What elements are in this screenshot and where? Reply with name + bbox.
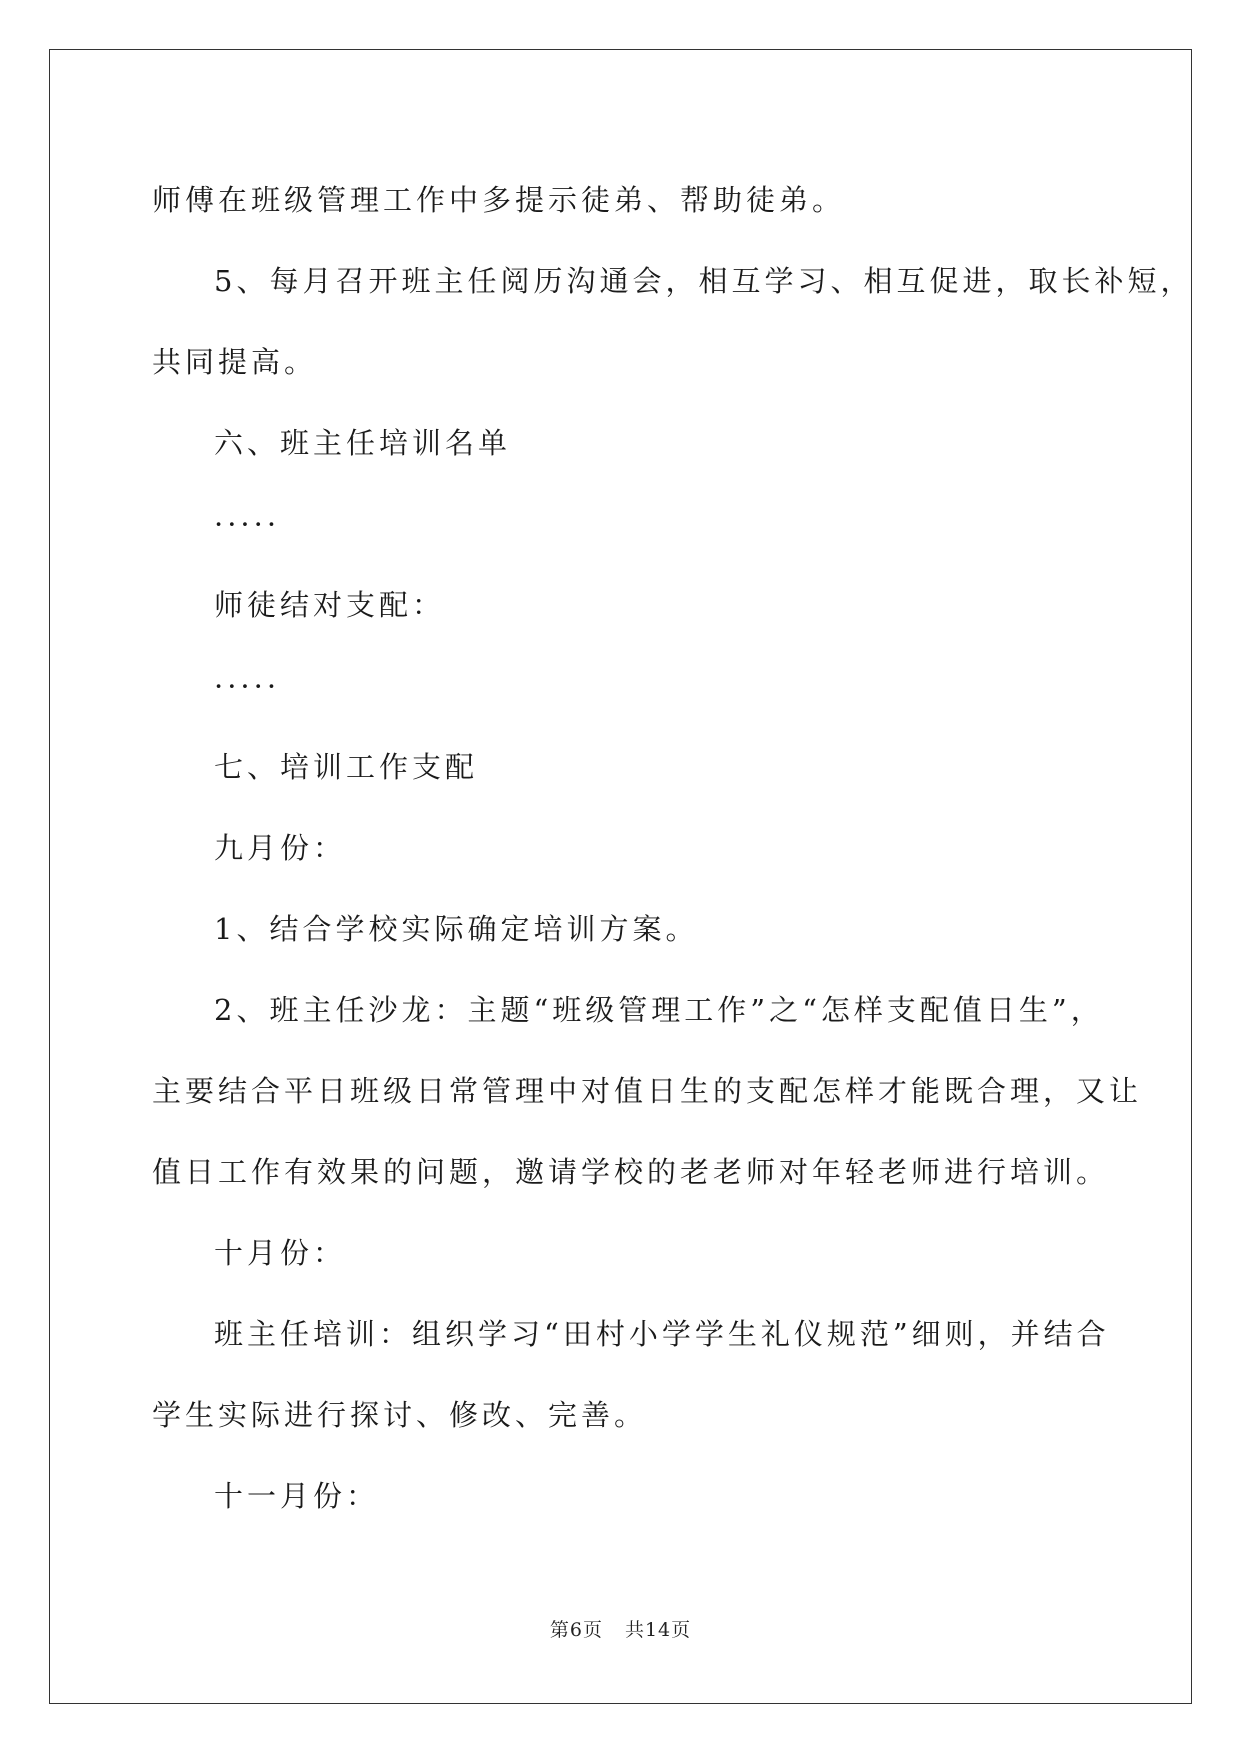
paragraph: 1、结合学校实际确定培训方案。	[214, 912, 699, 946]
paragraph: 主要结合平日班级日常管理中对值日生的支配怎样才能既合理，又让	[152, 1074, 1143, 1108]
page-number: 第6页	[549, 1619, 603, 1641]
month-heading: 十月份：	[214, 1236, 347, 1270]
ellipsis-line: ·····	[214, 507, 281, 541]
paragraph: 师徒结对支配：	[214, 588, 446, 622]
month-heading: 十一月份：	[214, 1479, 380, 1513]
section-heading: 七、培训工作支配	[214, 750, 479, 784]
page-total: 共14页	[624, 1619, 692, 1641]
paragraph: 5、每月召开班主任阅历沟通会，相互学习、相互促进，取长补短，	[214, 264, 1194, 298]
paragraph: 值日工作有效果的问题，邀请学校的老老师对年轻老师进行培训。	[152, 1155, 1110, 1189]
paragraph: 班主任培训：组织学习“田村小学学生礼仪规范”细则，并结合	[214, 1317, 1110, 1351]
paragraph: 师傅在班级管理工作中多提示徒弟、帮助徒弟。	[152, 183, 846, 217]
month-heading: 九月份：	[214, 831, 347, 865]
document-body	[152, 160, 1194, 1537]
paragraph: 2、班主任沙龙：主题“班级管理工作”之“怎样支配值日生”，	[214, 993, 1104, 1027]
section-heading: 六、班主任培训名单	[214, 426, 512, 460]
page-footer	[0, 1615, 1241, 1642]
paragraph: 共同提高。	[152, 345, 318, 379]
paragraph: 学生实际进行探讨、修改、完善。	[152, 1398, 648, 1432]
ellipsis-line: ·····	[214, 669, 281, 703]
